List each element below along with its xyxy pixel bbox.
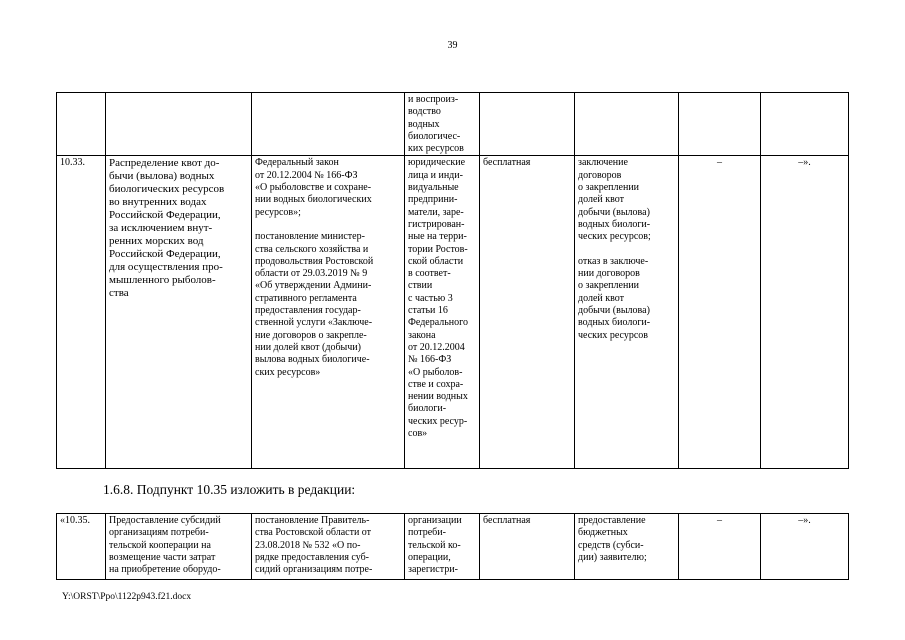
cell-fee: бесплатная xyxy=(480,514,575,580)
cell-applicants: и воспроиз- водство водных биологичес- ких ресурсов xyxy=(405,93,480,156)
cell-applicants: организации потреби- тельской ко- операции, зарегистри- xyxy=(405,514,480,580)
cell-col7 xyxy=(679,93,761,156)
cell-legal-basis: Федеральный закон от 20.12.2004 № 166-ФЗ «О рыболовстве и сохране- нии водных биологических ресурсов»; постановление министер- ства сельского хозяйства и продовольствия Ростовской области от 29.03.2019 № 9 «Об утверждении Админи- стративного регламента предоставления государ- ственной услуги «Заключе- ние договоров о закрепле- нии долей квот (добычи) вылова водных биологиче- ских ресурсов» xyxy=(252,156,405,469)
cell-fee: бесплатная xyxy=(480,156,575,469)
cell-result xyxy=(575,93,679,156)
cell-service-name xyxy=(106,93,252,156)
cell-applicants: юридические лица и инди- видуальные предприни- матели, заре- гистрирован- ные на терри- тории Ростов- ской области в соответ- ствии с частью 3 статьи 16 Федерального закона от 20.12.2004 № 166-ФЗ «О рыболов- стве и сохра- нении водных биологи- ческих ресур- сов» xyxy=(405,156,480,469)
amendment-heading: 1.6.8. Подпункт 10.35 изложить в редакции: xyxy=(103,482,356,497)
cell-number: «10.35. xyxy=(57,514,106,580)
cell-number xyxy=(57,93,106,156)
table-row-10-33 xyxy=(57,156,849,469)
footer-file-path: Y:\ORST\Ppo\1122p943.f21.docx xyxy=(62,592,192,602)
table-row-continuation xyxy=(57,93,849,156)
services-table-continued xyxy=(56,92,849,469)
cell-legal-basis xyxy=(252,93,405,156)
table-row-10-35 xyxy=(57,514,849,580)
cell-col7: – xyxy=(679,514,761,580)
cell-col8: –». xyxy=(761,156,849,469)
cell-fee xyxy=(480,93,575,156)
cell-result: предоставление бюджетных средств (субси- дии) заявителю; xyxy=(575,514,679,580)
page-number: 39 xyxy=(447,40,458,51)
cell-legal-basis: постановление Правитель- ства Ростовской области от 23.08.2018 № 532 «О по- рядке предоставления суб- сидий организациям потре- xyxy=(252,514,405,580)
cell-service-name: Распределение квот до- бычи (вылова) водных биологических ресурсов во внутренних водах Российской Федерации, за исключением внут- ренних морских вод Российской Федерации, для осуществления про- мышленного рыболов- ства xyxy=(106,156,252,469)
cell-col8 xyxy=(761,93,849,156)
services-table-amended xyxy=(56,513,849,580)
cell-number: 10.33. xyxy=(57,156,106,469)
cell-col7: – xyxy=(679,156,761,469)
cell-result: заключение договоров о закреплении долей квот добычи (вылова) водных биологи- ческих ресурсов; отказ в заключе- нии договоров о закреплении долей квот добычи (вылова) водных биологи- ческих ресурсов xyxy=(575,156,679,469)
cell-col8: –». xyxy=(761,514,849,580)
cell-service-name: Предоставление субсидий организациям потреби- тельской кооперации на возмещение части затрат на приобретение оборудо- xyxy=(106,514,252,580)
